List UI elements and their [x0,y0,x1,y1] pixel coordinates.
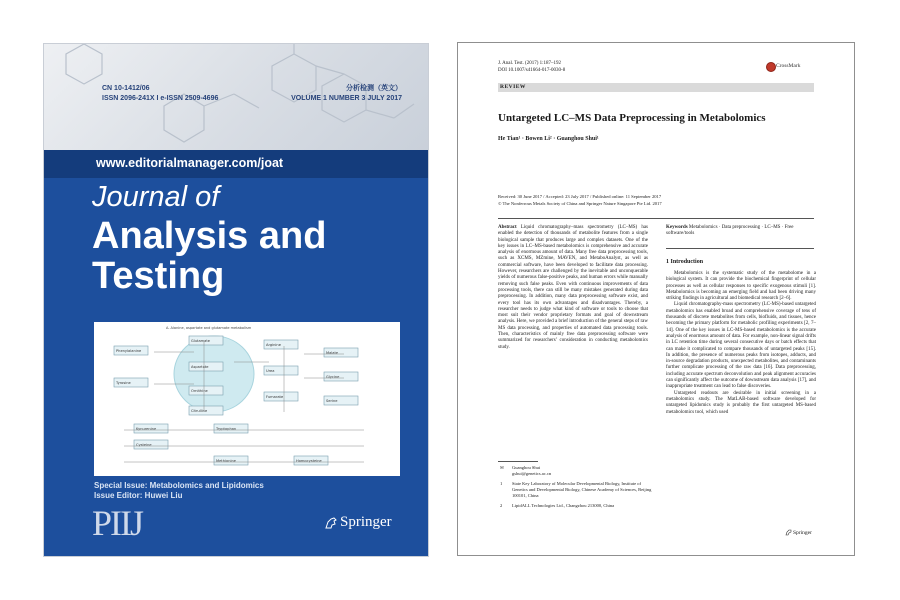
pathway-box-label: Tyrosine [116,381,131,386]
pathway-box-label: Methionine [216,459,236,464]
pathway-box-label: Serine [326,399,338,404]
author-email[interactable]: gshui@genetics.ac.cn [512,471,552,476]
pathway-box-label: Phenylalanine [116,349,142,354]
keywords-label: Keywords [666,225,688,230]
footnote [498,465,653,477]
abstract [498,225,648,351]
abstract-label: Abstract [498,225,517,230]
pathway-box-label: Glutamate [191,339,210,344]
received-dates: Received: 30 June 2017 / Accepted: 23 July 2017 / Published online: 11 September 2017 [498,194,662,199]
springer-horse-icon [324,516,338,530]
abstract-text: Liquid chromatography–mass spectrometry (LC–MS) has enabled the detection of thousands of metabolite features from a single biological sample that produces large and complex datasets. One of the key issues in LC–MS-based metabolomics is comprehensive and accurate analysis of enormous amount of data. Many free data preprocessing tools, such as XCMS, MZmine, MAVEN, and MetaboAnalyst, as well as commercial software, have been developed to facilitate data processing. However, researchers are challenged by the inevitable and unconquerable yields of numerous false-positive peaks, and human errors while manually removing such false peaks. Even with continuous improvements of data processing tools, there can still be many mistakes generated during data preprocessing. In addition, many data preprocessing software exist, and every tool has its own advantages and disadvantages. Thereby, a researcher needs to judge what kind of software or tools to choose that most suit their vendor proprietary formats and goal of downstream analysis. Here, we provided a brief introduction of the general steps of raw MS data processing, and properties of automated data processing tools. Then, characteristics of mainly free data preprocessing software were summarized for researchers’ consideration in conducting metabolomics study. [498,225,649,350]
article-title: Untargeted LC–MS Data Preprocessing in Metabolomics [498,112,766,124]
pathway-box-label: Arginine [266,343,281,348]
pathway-box-label: Cysteine [136,443,152,448]
footnote-divider [498,461,538,462]
pathway-box-label: Glycine [326,375,340,380]
intro-paragraph: Liquid chromatography-mass spectrometry (LC-MS)-based untargeted metabolomics has enabled broad and comprehensive coverage of tens of thousands of discrete metabolites from cells, biofluids, and tissues, hence becoming the primary platform for metabolic profiling experiments [2, 7–14]. One of the key issues in LC-MS-based metabolomics is the accurate analysis of enormous amount of data. For example, non-linear signal drifts in LC retention time during several consecutive days or batch effects that can make it complicated to compare thousands of untargeted peaks [15]. In addition, the presence of numerous peaks from isotopes, adducts, and in-source degradation products, unexpected metabolites, and contaminants further complicate processing of the raw data [16]. Data preprocessing, including accurate spectrum deconvolution and peak alignment accuracies can significantly affect the outcome of downstream data analysis [17], and inappropriate treatment can lead to false discoveries. [666,302,816,390]
copyright: © The Nonferrous Metals Society of China and Springer Nature Singapore Pte Ltd. 2017 [498,200,662,206]
metabolic-pathway-diagram [94,322,400,476]
pathway-box-label: Aspartate [191,365,209,370]
pathway-box-label: Ornithine [191,389,208,394]
pathway-box-label: Urea [266,369,275,374]
volume-line: VOLUME 1 NUMBER 3 JULY 2017 [291,95,402,102]
chinese-label: 分析检测（英文） [346,85,402,92]
pathway-box-label: Homocysteine [296,459,322,464]
issue-editor: Issue Editor: Huwei Liu [94,491,183,500]
pathway-box-label: Malate [326,351,339,356]
journal-cover [44,44,428,556]
pathway-box-label: Kynurenine [136,427,157,432]
journal-name: Analysis and Testing [92,215,327,297]
footnote [498,503,653,509]
special-issue-title: Special Issue: Metabolomics and Lipidomics [94,481,264,490]
doi[interactable]: DOI 10.1007/s41664-017-0030-8 [498,68,566,73]
intro-paragraph: Metabolomics is the systematic study of the metabolome in a biological system. It can provide the biochemical fingerprint of cellular processes as well as cellular responses to specific exogenous stimuli [1]. Metabolomics is becoming an emerging field and had been driving many striking findings in agricultural and biomedical research [2–6]. [666,271,816,302]
pi-logo: PIIJ [92,503,143,543]
issn-number: ISSN 2096-241X I e-ISSN 2509-4696 [102,95,219,102]
pathway-box-label: Fumarate [266,395,284,400]
footnote-mark: 1 [500,481,503,486]
special-issue-info [94,481,264,501]
volume-info [291,84,402,104]
footnote-mark: 2 [500,503,503,508]
introduction-text [666,271,816,416]
journal-citation: J. Anal. Test. (2017) 1:187–192 [498,61,562,66]
section-bar [498,83,814,92]
springer-logo-text: Springer [340,514,392,530]
article-authors: He Tian¹ · Bowen Li² · Guanghou Shui¹ [498,136,599,142]
issn-info [102,84,218,104]
diagram-heading: A. Alanine, aspartate and glutamate metabolism [166,326,252,330]
cover-header-band [44,44,428,150]
intro-paragraph: Untargeted readouts are desirable in initial screening in a metabolomics study. The MatLAB-based software developed for untargeted lipidomics study is probably the first untargeted MS-based metabolomics tool, which used [666,390,816,415]
pathway-box-label: Tryptophan [216,427,237,432]
publication-dates [498,194,662,207]
keywords-text: Metabolomics · Data preprocessing · LC–MS · Free software/tools [666,225,794,237]
keywords [666,225,816,238]
springer-footer-logo: Springer [793,530,812,536]
citation-block [498,60,565,74]
divider [498,218,814,219]
section-label: REVIEW [500,84,526,90]
journal-url[interactable]: www.editorialmanager.com/joat [96,156,284,170]
pathway-box-label: Citrulline [191,409,208,414]
footnote [498,481,653,499]
affiliation: State Key Laboratory of Molecular Developmental Biology, Institute of Genetics and Developmental Biology, Chinese Academy of Sciences, Beijing 100101, China [512,481,652,498]
envelope-icon: ✉ [500,465,504,470]
crossmark-label[interactable]: CrossMark [776,63,801,69]
corresponding-author: Guanghou Shui [512,465,541,470]
footnotes [498,465,653,513]
cn-number: CN 10-1412/06 [102,85,150,92]
springer-horse-icon [785,529,792,536]
journal-of-text: Journal of [92,181,220,213]
divider [666,248,814,249]
article-first-page [457,42,855,556]
cover-figure [94,322,400,476]
affiliation: LipidALL Technologies Ltd., Changzhou 213000, China [512,503,615,508]
intro-heading: 1 Introduction [666,259,704,265]
crossmark-icon[interactable] [766,62,776,72]
